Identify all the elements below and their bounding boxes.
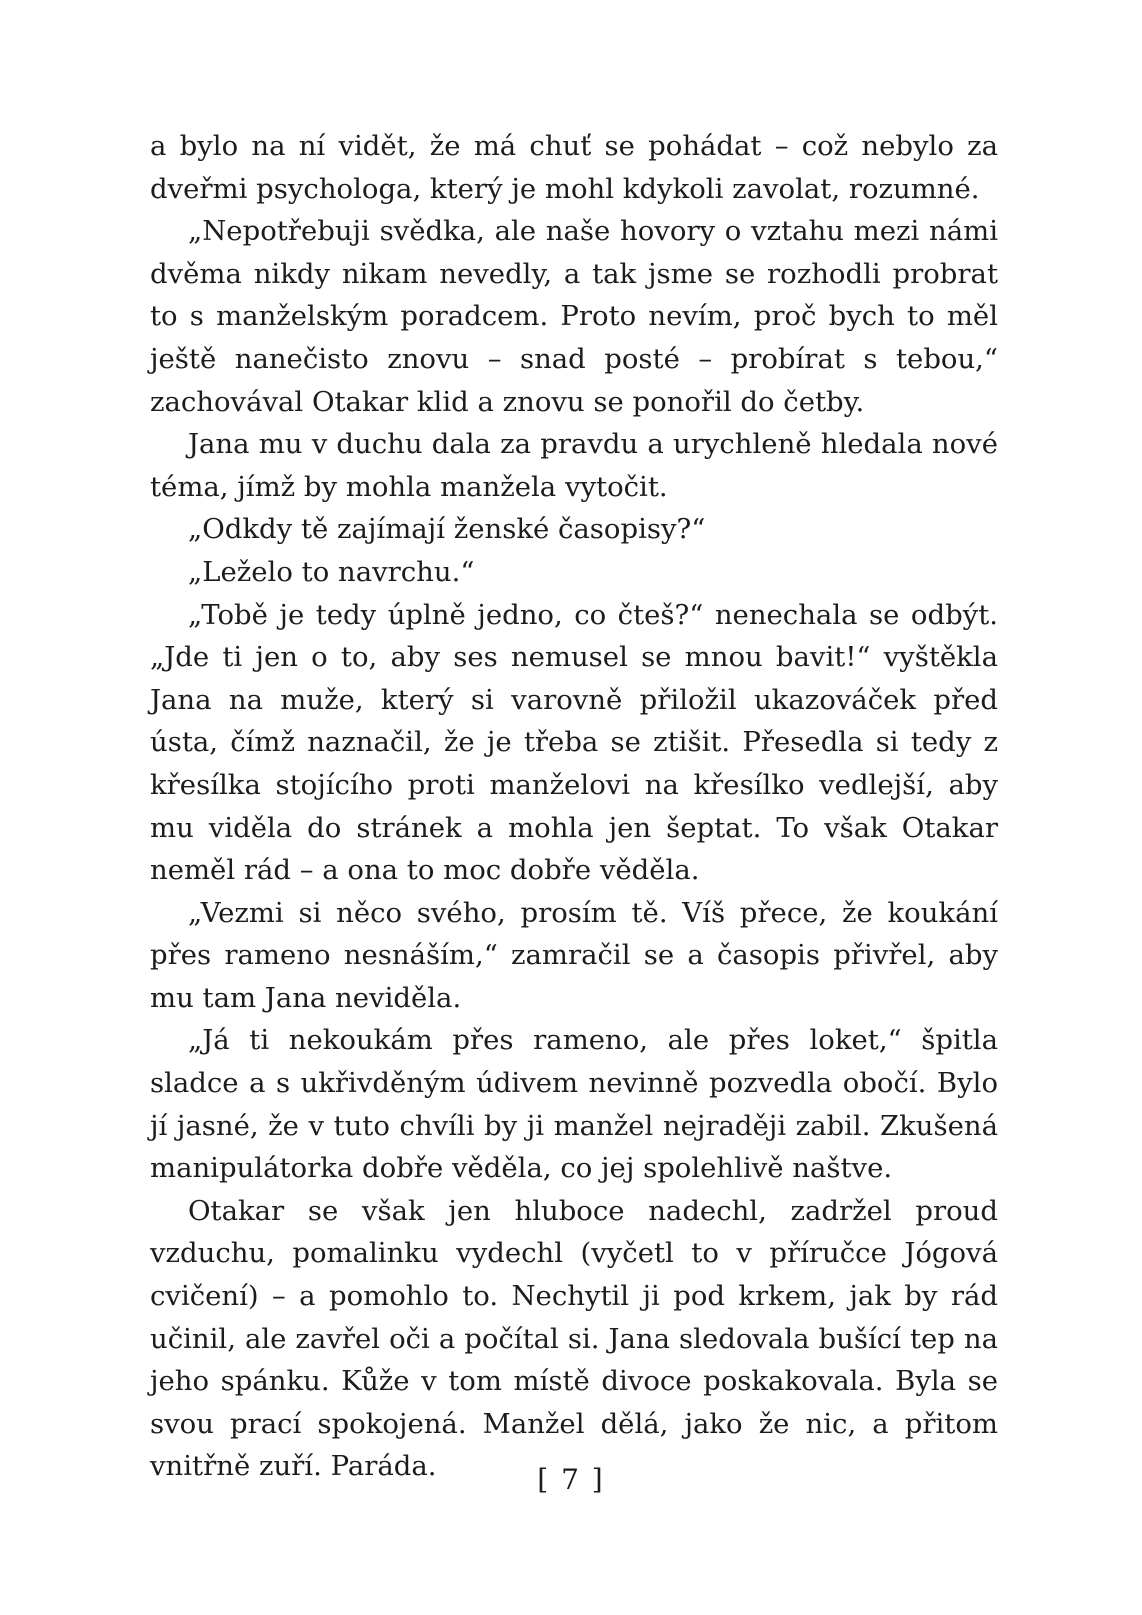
paragraph-6: „Tobě je tedy úplně jedno, co čteš?“ nenechala se odbýt. „Jde ti jen o to, aby ses nemusel se mnou bavit!“ vyštěkla Jana na muže, který si varovně přiložil ukazováček před ústa, čímž naznačil, že je třeba se ztišit. Přesedla si tedy z křesílka stojícího proti manželovi na křesílko vedlejší, aby mu viděla do stránek a mohla jen šeptat. To však Otakar neměl rád – a ona to moc dobře věděla. bbox=[150, 598, 998, 887]
paragraph-1: a bylo na ní vidět, že má chuť se pohádat – což nebylo za dveřmi psychologa, který je mohl kdykoli zavolat, rozumné. bbox=[150, 130, 998, 205]
paragraph-8: „Já ti nekoukám přes rameno, ale přes loket,“ špitla sladce a s ukřivděným údivem nevinně pozvedla obočí. Bylo jí jasné, že v tuto chvíli by ji manžel nejraději zabil. Zkušená manipulátorka dobře věděla, co jej spolehlivě naštve. bbox=[150, 1024, 998, 1185]
paragraph-9: Otakar se však jen hluboce nadechl, zadržel proud vzduchu, pomalinku vydechl (vyčetl to v příručce Jógová cvičení) – a pomohlo to. Nechytil ji pod krkem, jak by rád učinil, ale zavřel oči a počítal si. Jana sledovala bušící tep na jeho spánku. Kůže v tom místě divoce poskakovala. Byla se svou prací spokojená. Manžel dělá, jako že nic, a přitom vnitřně zuří. Paráda. bbox=[150, 1194, 998, 1483]
page-number: [ 7 ] bbox=[537, 1463, 605, 1496]
paragraph-4: „Odkdy tě zajímají ženské časopisy?“ bbox=[188, 513, 706, 546]
body-text bbox=[150, 125, 998, 1488]
paragraph-2: „Nepotřebuji svědka, ale naše hovory o vztahu mezi námi dvěma nikdy nikam nevedly, a tak jsme se rozhodli probrat to s manželským poradcem. Proto nevím, proč bych to měl ještě nanečisto znovu – snad posté – probírat s tebou,“ zachovával Otakar klid a znovu se ponořil do četby. bbox=[150, 215, 998, 418]
paragraph-3: Jana mu v duchu dala za pravdu a urychleně hledala nové téma, jímž by mohla manžela vytočit. bbox=[150, 428, 998, 503]
paragraph-7: „Vezmi si něco svého, prosím tě. Víš přece, že koukání přes rameno nesnáším,“ zamračil se a časopis přivřel, aby mu tam Jana neviděla. bbox=[150, 896, 998, 1014]
paragraph-5: „Leželo to navrchu.“ bbox=[188, 555, 475, 588]
